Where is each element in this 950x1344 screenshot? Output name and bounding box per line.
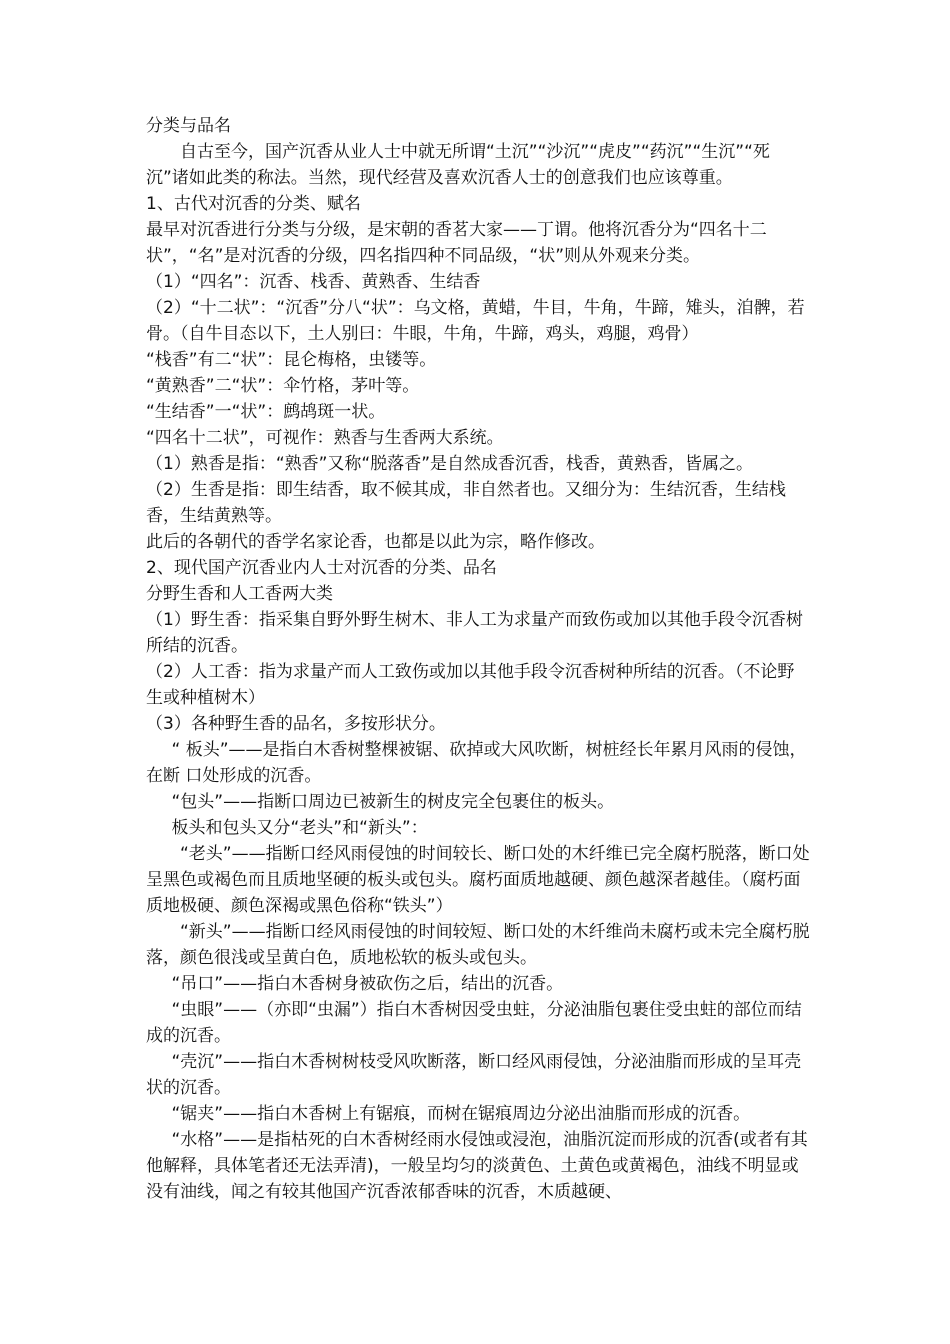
paragraph: 此后的各朝代的香学名家论香，也都是以此为宗，略作修改。 [146, 532, 605, 552]
section-heading: 分类与品名 [146, 116, 231, 136]
paragraph: “栈香”有二“状”：昆仑梅格，虫镂等。 [146, 350, 437, 370]
paragraph: “壳沉”——指白木香树树枝受风吹断落，断口经风雨侵蚀，分泌油脂而形成的呈耳壳状的沉香。 [146, 1052, 802, 1098]
paragraph: “新头”——指断口经风雨侵蚀的时间较短、断口处的木纤维尚未腐朽或未完全腐朽脱落，颜色很浅或呈黄白色，质地松软的板头或包头。 [146, 922, 810, 968]
paragraph: 自古至今，国产沉香从业人士中就无所谓“土沉”“沙沉”“虎皮”“药沉”“生沉”“死沉”诸如此类的称法。当然，现代经营及喜欢沉香人士的创意我们也应该尊重。 [146, 142, 770, 188]
paragraph: （1）“四名”：沉香、栈香、黄熟香、生结香 [146, 272, 481, 292]
paragraph: “锯夹”——指白木香树上有锯痕，而树在锯痕周边分泌出油脂而形成的沉香。 [171, 1104, 751, 1124]
paragraph: “黄熟香”二“状”：伞竹格，茅叶等。 [146, 376, 420, 396]
paragraph: （1）熟香是指：“熟香”又称“脱落香”是自然成香沉香，栈香，黄熟香，皆属之。 [146, 454, 754, 474]
paragraph: “老头”——指断口经风雨侵蚀的时间较长、断口处的木纤维已完全腐朽脱落，断口处呈黑色或褐色而且质地坚硬的板头或包头。腐朽面质地越硬、颜色越深者越佳。（腐朽面质地极硬、颜色深褐或黑色俗称“铁头”） [146, 844, 810, 916]
paragraph: “包头”——指断口周边已被新生的树皮完全包裹住的板头。 [171, 792, 615, 812]
paragraph: “四名十二状”，可视作：熟香与生香两大系统。 [146, 428, 504, 448]
paragraph: “吊口”——指白木香树身被砍伤之后，结出的沉香。 [171, 974, 564, 994]
subsection-heading: 2、现代国产沉香业内人士对沉香的分类、品名 [146, 558, 497, 578]
subsection-heading: 1、古代对沉香的分类、赋名 [146, 194, 361, 214]
paragraph: 分野生香和人工香两大类 [146, 584, 333, 604]
paragraph: “水格”——是指枯死的白木香树经雨水侵蚀或浸泡，油脂沉淀而形成的沉香(或者有其他解释，具体笔者还无法弄清)，一般呈均匀的淡黄色、土黄色或黄褐色，油线不明显或没有油线，闻之有较其他国产沉香浓郁香味的沉香，木质越硬、 [146, 1130, 808, 1202]
paragraph: （2）人工香：指为求量产而人工致伤或加以其他手段令沉香树种所结的沉香。（不论野生或种植树木） [146, 662, 795, 708]
paragraph: （2）“十二状”：“沉香”分八“状”：乌文格，黄蜡，牛目，牛角，牛蹄，雉头，洎髀，若骨。（自牛目态以下，土人别曰：牛眼，牛角，牛蹄，鸡头，鸡腿，鸡骨） [146, 298, 805, 344]
paragraph: （3）各种野生香的品名，多按形状分。 [146, 714, 446, 734]
paragraph: “ 板头”——是指白木香树整棵被锯、砍掉或大风吹断，树桩经长年累月风雨的侵蚀，在断 口处形成的沉香。 [146, 740, 807, 786]
paragraph: 板头和包头又分“老头”和“新头”： [171, 818, 428, 838]
paragraph: 最早对沉香进行分类与分级，是宋朝的香茗大家——丁谓。他将沉香分为“四名十二状”，“名”是对沉香的分级，四名指四种不同品级，“状”则从外观来分类。 [146, 220, 767, 266]
paragraph: “生结香”一“状”：鹧鸪斑一状。 [146, 402, 386, 422]
paragraph: “虫眼”——（亦即“虫漏”）指白木香树因受虫蛀，分泌油脂包裹住受虫蛀的部位而结成的沉香。 [146, 1000, 802, 1046]
paragraph: （1）野生香：指采集自野外野生树木、非人工为求量产而致伤或加以其他手段令沉香树所结的沉香。 [146, 610, 803, 656]
paragraph: （2）生香是指：即生结香，取不候其成，非自然者也。又细分为：生结沉香，生结栈香，生结黄熟等。 [146, 480, 786, 526]
document-body [146, 113, 810, 1205]
